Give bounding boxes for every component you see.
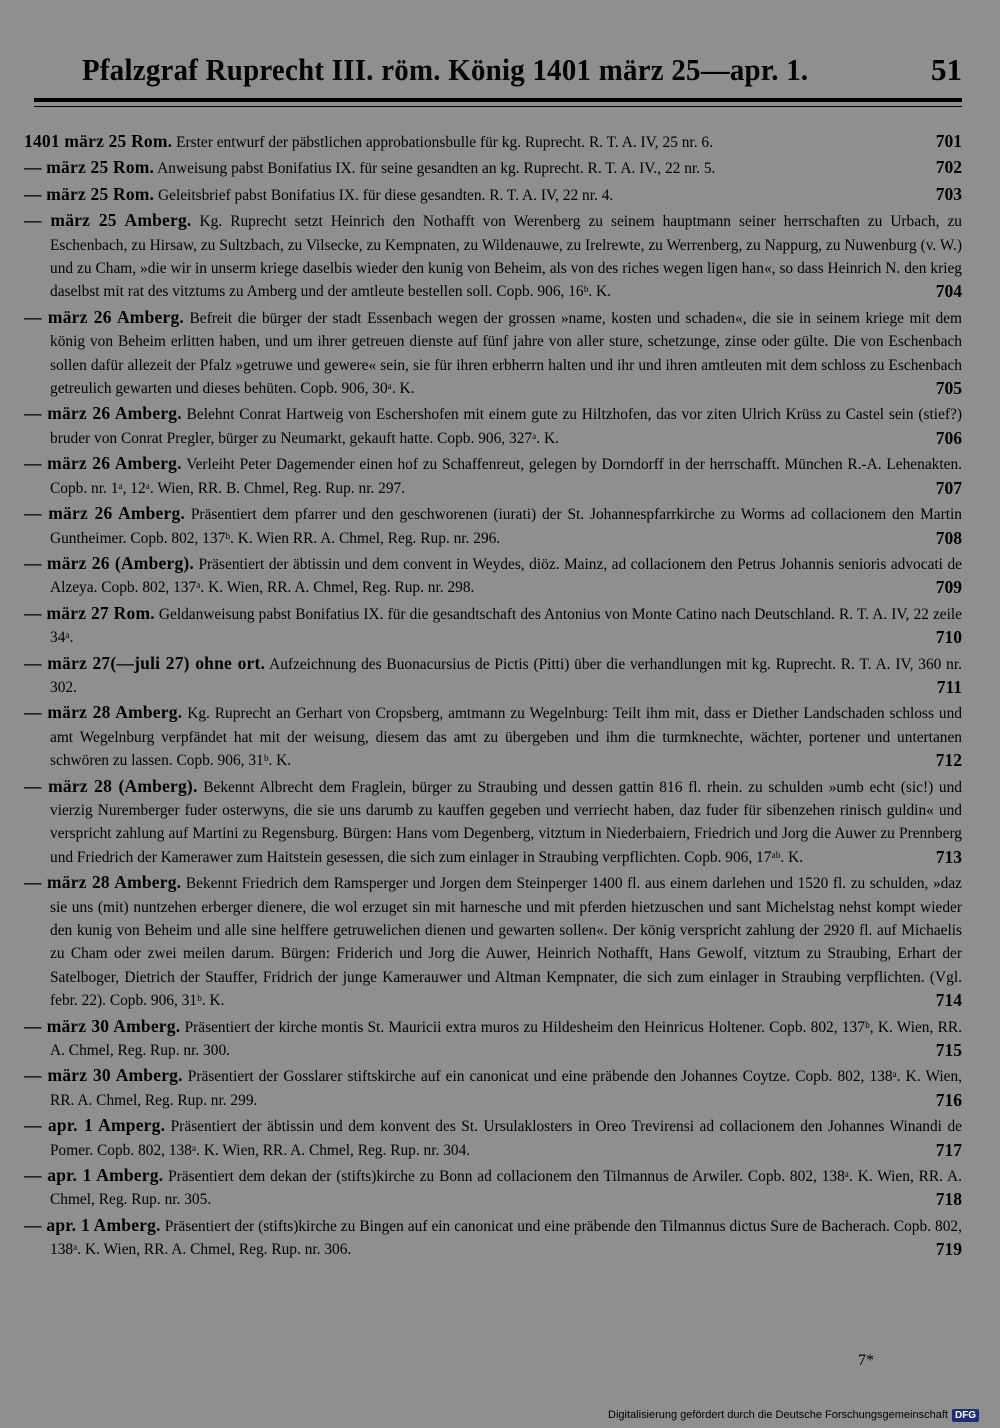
running-title: Pfalzgraf Ruprecht III. röm. König 1401 märz 25—apr. 1.	[82, 52, 809, 87]
entry-date-place: — märz 28 Amberg.	[24, 872, 182, 893]
regest-entry	[24, 552, 962, 600]
entry-date-place: — märz 26 Amberg.	[24, 503, 186, 524]
regest-entry	[24, 130, 962, 154]
entry-text: Aufzeichnung des Buonacursius de Pictis (Pitti) über die verhandlungen mit kg. Ruprecht. R. T. A. IV, 360 nr. 302.	[50, 655, 962, 696]
regest-entry	[24, 209, 962, 304]
dfg-logo-icon: DFG	[952, 1409, 979, 1422]
entry-number: 716	[935, 1089, 962, 1110]
regest-entry	[24, 1114, 962, 1162]
entry-number: 718	[935, 1189, 962, 1210]
entry-number: 713	[935, 846, 962, 867]
regest-entry	[24, 156, 962, 180]
entry-text: Anweisung pabst Bonifatius IX. für seine gesandten an kg. Ruprecht. R. T. A. IV., 22 nr. 5.	[157, 160, 716, 178]
entry-text: Präsentiert dem pfarrer und den geschworenen (iurati) der St. Johannespfarrkirche zu Worms ad collacionem den Martin Guntheimer. Copb. 802, 137ᵇ. K. Wien RR. A. Chmel, Reg. Rup. nr. 296.	[50, 506, 962, 547]
entry-date-place: — apr. 1 Amberg.	[24, 1214, 161, 1235]
entry-number: 707	[935, 477, 962, 498]
page-header	[30, 52, 962, 98]
entry-number: 706	[935, 427, 962, 448]
entry-text: Bekennt Friedrich dem Ramsperger und Jorgen dem Steinperger 1400 fl. aus einem darlehen und 1520 fl. zu schulden, »daz sie uns (mit) nuntzehen erberger dienere, die wol erzuget sin mit harnesche und mit pferden hietzuschen und sant Michelstag nehst kompt wieder den kunig von Beheim und alle sine helffere getruwelichen dienen und gewarten sollen«. Der könig verspricht zahlung der 2920 fl. auf Michaelis zu Cham oder zwei meilen darum. Bürgen: Friderich und Jorg die Auwer, Heinrich Nothafft, Hans Gewolf, vitztum zu Straubing, Erhart der Satelboger, Dietrich der Stauffer, Fridrich der junge Kamerauwer und Altman Kempnater, die sich zum einlager in Straubing verpflichten. (Vgl. febr. 22). Copb. 906, 31ᵇ. K.	[50, 875, 963, 1010]
entry-number: 702	[935, 157, 962, 178]
entry-number: 708	[935, 527, 962, 548]
regest-entry	[24, 602, 962, 650]
entry-date-place: — märz 26 Amberg.	[24, 453, 182, 474]
entry-text: Präsentiert der Gosslarer stiftskirche auf ein canonicat und eine präbende den Johannes Coytze. Copb. 802, 138ᵃ. K. Wien, RR. A. Chmel, Reg. Rup. nr. 299.	[50, 1068, 962, 1109]
regest-entry	[24, 402, 962, 450]
entry-date-place: — märz 25 Rom.	[24, 183, 155, 204]
page-number: 51	[931, 52, 962, 87]
regest-entry	[24, 1164, 962, 1212]
entry-number: 703	[935, 183, 962, 204]
entry-number: 705	[935, 378, 962, 399]
sheet-signature: 7*	[858, 1352, 874, 1369]
entry-date-place: — apr. 1 Amberg.	[24, 1165, 164, 1186]
entry-text: Kg. Ruprecht an Gerhart von Cropsberg, amtmann zu Wegelnburg: Teilt ihm mit, dass er Diether Landschaden schloss und amt Wegelnburg verpfändet hat mit der weisung, diesem das amt zu übergeben und ihm die turmknechte, wächter, portener und untertanen schwören zu lassen. Copb. 906, 31ᵇ. K.	[50, 705, 962, 770]
dfg-note-text: Digitalisierung gefördert durch die Deutsche Forschungsgemeinschaft	[608, 1409, 948, 1421]
entry-text: Präsentiert der (stifts)kirche zu Bingen auf ein canonicat und eine präbende den Tilmannus dictus Sure de Bacherach. Copb. 802, 138ᵃ. K. Wien, RR. A. Chmel, Reg. Rup. nr. 306.	[50, 1217, 962, 1259]
entry-date-place: — märz 28 (Amberg).	[24, 775, 198, 796]
entry-date-place: — märz 26 Amberg.	[24, 403, 182, 424]
entry-number: 719	[935, 1239, 962, 1260]
regesta-entries	[24, 130, 962, 1264]
entry-text: Kg. Ruprecht setzt Heinrich den Nothafft von Werenberg zu seinem hauptmann seiner herrschaften zu Urbach, zu Eschenbach, zu Hirsaw, zu Sultzbach, zu Vilsecke, zu Kempnaten, zu Wildenauwe, zu Irelrewte, zu Werrenberg, zu Nappurg, zu Nuwenburg (v. W.) und zu Cham, »die wir in unserm kriege daselbis wieder den kunig von Beheim, als von des riches wegen ligen han«, so dass Heinrich N. den krieg daselbst mit rat des vitztums zu Amberg und der amtleute bestellen soll. Copb. 906, 16ᵇ. K.	[50, 213, 962, 301]
entry-text: Präsentiert dem dekan der (stifts)kirche zu Bonn ad collacionem den Tilmannus de Arwiler. Copb. 802, 138ᵃ. K. Wien, RR. A. Chmel, Reg. Rup. nr. 305.	[50, 1168, 962, 1209]
regest-entry	[24, 871, 962, 1012]
entry-text: Befreit die bürger der stadt Essenbach wegen der grossen »name, kosten und schaden«, die sie in seinem kriege mit dem könig von Beheim erlitten haben, und um ihrer getreuen dienste auf fünf jahre von aller sture, schetzunge, zinse oder gülte. Die von Eschenbach sollen dafür allezeit der Pfalz »getruwe und gewere« sein, sie für ihren erbherrn halten und ihr und ihren amtleuten mit dem schloss zu Eschenbach getreulich gewarten und dieses behüten. Copb. 906, 30ᵃ. K.	[50, 309, 962, 398]
entry-text: Erster entwurf der päbstlichen approbationsbulle für kg. Ruprecht. R. T. A. IV, 25 nr. 6.	[176, 134, 713, 151]
entry-text: Geldanweisung pabst Bonifatius IX. für die gesandtschaft des Antonius von Monte Catino nach Deutschland. R. T. A. IV, 22 zeile 34ᵃ.	[50, 605, 962, 647]
regest-entry	[24, 502, 962, 550]
regest-entry	[24, 701, 962, 772]
regest-entry	[24, 1015, 962, 1063]
entry-date-place: — märz 25 Rom.	[24, 157, 155, 178]
regest-entry	[24, 452, 962, 500]
entry-number: 710	[935, 627, 962, 648]
entry-date-place: — märz 30 Amberg.	[24, 1015, 181, 1036]
entry-text: Präsentiert der äbtissin und dem convent in Weydes, diöz. Mainz, ad collacionem den Petrus Johannis senioris advocati de Alzeya. Copb. 802, 137ᵃ. K. Wien, RR. A. Chmel, Reg. Rup. nr. 298.	[50, 555, 962, 597]
regest-entry	[24, 1064, 962, 1112]
entry-number: 715	[935, 1040, 962, 1061]
entry-text: Präsentiert der kirche montis St. Mauricii extra muros zu Hildesheim den Heinricus Holtener. Copb. 802, 137ᵇ, K. Wien, RR. A. Chmel, Reg. Rup. nr. 300.	[50, 1018, 962, 1060]
header-rule-thin	[34, 106, 962, 107]
entry-text: Präsentiert der äbtissin und dem konvent des St. Ursulaklosters in Oreo Trevirensi ad collacionem den Johannes Winandi de Pomer. Copb. 802, 138ᵃ. K. Wien, RR. A. Chmel, Reg. Rup. nr. 304.	[50, 1118, 962, 1159]
regest-entry	[24, 1214, 962, 1262]
entry-date-place: 1401 märz 25 Rom.	[24, 131, 173, 151]
entry-date-place: — märz 26 (Amberg).	[24, 552, 194, 573]
regest-entry	[24, 652, 962, 700]
entry-date-place: — märz 27(—juli 27) ohne ort.	[24, 652, 266, 673]
regest-entry	[24, 775, 962, 870]
entry-date-place: — apr. 1 Amperg.	[24, 1115, 166, 1136]
entry-text: Geleitsbrief pabst Bonifatius IX. für diese gesandten. R. T. A. IV, 22 nr. 4.	[158, 186, 614, 204]
entry-date-place: — märz 25 Amberg.	[24, 210, 192, 231]
entry-date-place: — märz 26 Amberg.	[24, 306, 184, 327]
entry-date-place: — märz 28 Amberg.	[24, 702, 183, 723]
entry-text: Verleiht Peter Dagemender einen hof zu Schaffenreut, gelegen by Dorndorff in der herrschafft. München R.-A. Lehenakten. Copb. nr. 1ᵃ, 12ᵃ. Wien, RR. B. Chmel, Reg. Rup. nr. 297.	[50, 456, 963, 497]
regest-entry	[24, 306, 962, 401]
entry-number: 711	[936, 676, 962, 697]
entry-text: Belehnt Conrat Hartweig von Eschershofen mit einem gute zu Hiltzhofen, das vor ziten Ulrich Krüss zu Castel sein (stief?) bruder von Conrat Pregler, bürger zu Neumarkt, gekauft hatte. Copb. 906, 327ᵃ. K.	[50, 406, 962, 447]
entry-date-place: — märz 30 Amberg.	[24, 1065, 183, 1086]
entry-number: 701	[935, 131, 962, 151]
entry-number: 717	[935, 1139, 962, 1160]
regest-entry	[24, 183, 962, 207]
entry-date-place: — märz 27 Rom.	[24, 602, 155, 623]
entry-text: Bekennt Albrecht dem Fraglein, bürger zu Straubing und dessen gattin 816 fl. rhein. zu schulden »umb echt (sic!) und vierzig Nuremberger fuder osterwyns, die sie uns darumb zu kauffen gegeben und verriecht haben, daz fuder für sibenzehen rinisch guldin« und verspricht zahlung auf Martini zu Regensburg. Bürgen: Hans vom Degenberg, vitztum in Niederbaiern, Friedrich und Jorg die Auwer zu Prennberg und Friedrich der Kamerawer zum Haitstein gesessen, die sich zum einlager in Straubing verpflichten. Copb. 906, 17ᵃᵇ. K.	[50, 778, 962, 866]
dfg-funding-note	[608, 1406, 979, 1424]
entry-number: 709	[935, 577, 962, 598]
entry-number: 704	[935, 281, 962, 302]
entry-number: 712	[935, 750, 962, 771]
entry-number: 714	[935, 990, 962, 1011]
header-rule-thick	[34, 98, 962, 102]
